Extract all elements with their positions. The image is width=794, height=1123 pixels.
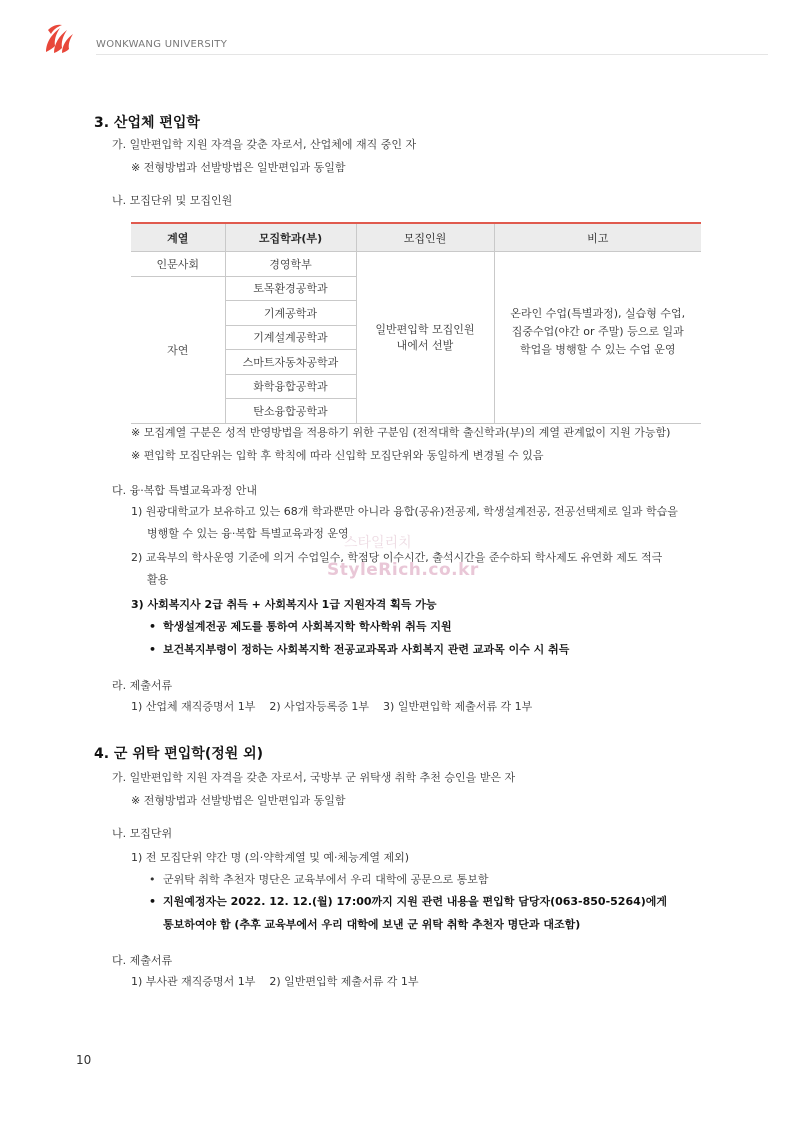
category-cell: 인문사회 <box>131 252 225 277</box>
sec3-da1a: 1) 원광대학교가 보유하고 있는 68개 학과뿐만 아니라 융합(공유)전공제, 학생설계전공, 전공선택제로 일과 학습을 <box>131 505 678 518</box>
section-3-title: 3. 산업체 편입학 <box>94 115 200 131</box>
sec3-da2b: 활용 <box>147 573 169 586</box>
university-name: WONKWANG UNIVERSITY <box>96 39 228 50</box>
sec3-note2: ※ 편입학 모집단위는 입학 후 학칙에 따라 신입학 모집단위와 동일하게 변경될 수 있음 <box>131 449 544 462</box>
table-header-row <box>131 223 701 252</box>
sec3-note1: ※ 모집계열 구분은 성적 반영방법을 적용하기 위한 구분임 (전적대학 출신학과(부)의 계열 관계없이 지원 가능함) <box>131 426 671 439</box>
bullet-icon: • <box>149 620 157 633</box>
sec4-na: 나. 모집단위 <box>112 827 173 840</box>
category-cell: 자연 <box>131 276 225 423</box>
bullet-icon: • <box>149 643 157 656</box>
capacity-cell <box>356 252 494 424</box>
sec4-na1: 1) 전 모집단위 약간 명 (의·약학계열 및 예·체능계열 제외) <box>131 851 409 864</box>
sec3-da2a: 2) 교육부의 학사운영 기준에 의거 수업일수, 학점당 이수시간, 출석시간을 준수하되 학사제도 유연화 제도 적극 <box>131 551 663 564</box>
sec3-ra-items: 1) 산업체 재직증명서 1부 2) 사업자등록증 1부 3) 일반편입학 제출서류 각 1부 <box>131 700 533 713</box>
sec3-da: 다. 융·복합 특별교육과정 안내 <box>112 484 257 497</box>
sec4-ga-note: ※ 전형방법과 선발방법은 일반편입과 동일함 <box>131 794 346 807</box>
th-category: 계열 <box>131 223 225 252</box>
sec3-da3-bullet1: 학생설계전공 제도를 통하여 사회복지학 학사학위 취득 지원 <box>163 620 452 633</box>
sec4-ga: 가. 일반편입학 지원 자격을 갖춘 자로서, 국방부 군 위탁생 취학 추천 승인을 받은 자 <box>112 771 516 784</box>
th-department: 모집학과(부) <box>225 223 356 252</box>
watermark-text-korean: 스타일리치 <box>344 535 412 551</box>
sec3-ra: 라. 제출서류 <box>112 679 173 692</box>
sec4-da-items: 1) 부사관 재직증명서 1부 2) 일반편입학 제출서류 각 1부 <box>131 975 419 988</box>
department-cell: 기계공학과 <box>225 301 356 326</box>
page-header <box>38 22 768 56</box>
page-number: 10 <box>76 1053 92 1067</box>
sec3-ga: 가. 일반편입학 지원 자격을 갖춘 자로서, 산업체에 재직 중인 자 <box>112 138 417 151</box>
department-cell: 기계설계공학과 <box>225 325 356 350</box>
recruitment-table <box>131 222 701 424</box>
section-4-title: 4. 군 위탁 편입학(정원 외) <box>94 746 264 762</box>
remark-line: 학업을 병행할 수 있는 수업 운영 <box>519 343 676 357</box>
sec3-ga-note: ※ 전형방법과 선발방법은 일반편입과 동일함 <box>131 161 346 174</box>
sec3-na: 나. 모집단위 및 모집인원 <box>112 194 233 207</box>
bullet-icon: • <box>149 895 157 908</box>
department-cell: 탄소융합공학과 <box>225 399 356 424</box>
sec3-da1b: 병행할 수 있는 융·복합 특별교육과정 운영 <box>147 527 349 540</box>
remark-cell <box>494 252 701 424</box>
sec4-na-bullet2b: 통보하여야 함 (추후 교육부에서 우리 대학에 보낸 군 위탁 취학 추천자 명단과 대조함) <box>163 918 581 931</box>
th-remark: 비고 <box>494 223 701 252</box>
bullet-icon: • <box>149 873 156 886</box>
table-row <box>131 252 701 277</box>
sec4-da: 다. 제출서류 <box>112 954 173 967</box>
sec4-na-bullet1: 군위탁 취학 추천자 명단은 교육부에서 우리 대학에 공문으로 통보함 <box>163 873 489 886</box>
remark-line: 집중수업(야간 or 주말) 등으로 일과 <box>511 325 684 339</box>
header-divider <box>96 54 768 55</box>
sec3-da3-bullet2: 보건복지부령이 정하는 사회복지학 전공교과목과 사회복지 관련 교과목 이수 시 취득 <box>163 643 570 656</box>
watermark-text: StyleRich.co.kr <box>327 560 479 580</box>
remark-line: 온라인 수업(특별과정), 실습형 수업, <box>510 307 686 321</box>
department-cell: 스마트자동차공학과 <box>225 350 356 375</box>
sec3-da3: 3) 사회복지사 2급 취득 + 사회복지사 1급 지원자격 획득 가능 <box>131 598 437 611</box>
university-logo-icon <box>42 22 76 60</box>
capacity-line: 내에서 선발 <box>396 339 454 353</box>
department-cell: 토목환경공학과 <box>225 276 356 301</box>
department-cell: 경영학부 <box>225 252 356 277</box>
department-cell: 화학융합공학과 <box>225 374 356 399</box>
th-capacity: 모집인원 <box>356 223 494 252</box>
sec4-na-bullet2a: 지원예정자는 2022. 12. 12.(월) 17:00까지 지원 관련 내용을 편입학 담당자(063-850-5264)에게 <box>163 895 668 908</box>
capacity-line: 일반편입학 모집인원 <box>375 323 475 337</box>
